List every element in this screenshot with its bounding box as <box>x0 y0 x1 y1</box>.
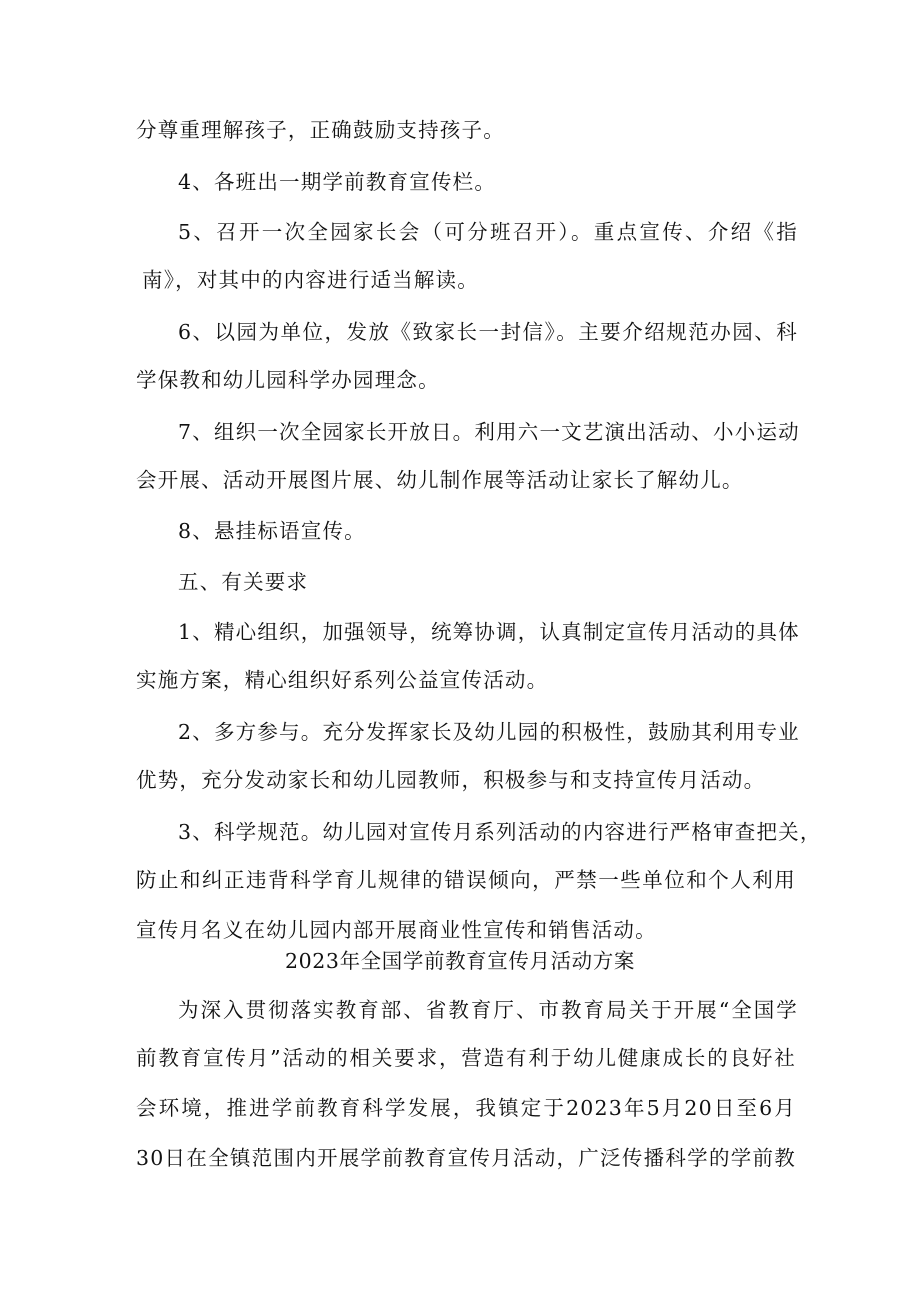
list-item-5-line-1: 5、召开一次全园家长会（可分班召开）。重点宣传、介绍《指 <box>178 220 798 244</box>
section-heading: 五、有关要求 <box>178 570 309 594</box>
list-item-6-line-1: 6、以园为单位，发放《致家长一封信》。主要介绍规范办园、科 <box>178 320 798 344</box>
list-item-8: 8、悬挂标语宣传。 <box>178 519 366 543</box>
paragraph-line: 分尊重理解孩子，正确鼓励支持孩子。 <box>136 118 505 142</box>
list-item-7-line-1: 7、组织一次全园家长开放日。利用六一文艺演出活动、小小运动 <box>178 420 800 444</box>
intro-line-2: 前教育宣传月”活动的相关要求，营造有利于幼儿健康成长的良好社 <box>136 1046 796 1070</box>
intro-line-4: 30日在全镇范围内开展学前教育宣传月活动，广泛传播科学的学前教 <box>136 1146 796 1170</box>
intro-line-3: 会环境，推进学前教育科学发展，我镇定于2023年5月20日至6月 <box>136 1096 796 1120</box>
list-item-4: 4、各班出一期学前教育宣传栏。 <box>178 170 497 194</box>
requirement-2-line-2: 优势，充分发动家长和幼儿园教师，积极参与和支持宣传月活动。 <box>136 768 766 792</box>
list-item-7-line-2: 会开展、活动开展图片展、幼儿制作展等活动让家长了解幼儿。 <box>136 468 744 492</box>
document-title: 2023年全国学前教育宣传月活动方案 <box>285 949 635 973</box>
requirement-3-line-1: 3、科学规范。幼儿园对宣传月系列活动的内容进行严格审查把关， <box>178 820 822 844</box>
requirement-1-line-1: 1、精心组织，加强领导，统筹协调，认真制定宣传月活动的具体 <box>178 620 800 644</box>
intro-line-1: 为深入贯彻落实教育部、省教育厅、市教育局关于开展“全国学 <box>178 998 798 1022</box>
requirement-3-line-2: 防止和纠正违背科学育儿规律的错误倾向，严禁一些单位和个人利用 <box>136 868 796 892</box>
list-item-6-line-2: 学保教和幼儿园科学办园理念。 <box>136 368 440 392</box>
requirement-3-line-3: 宣传月名义在幼儿园内部开展商业性宣传和销售活动。 <box>136 918 657 942</box>
list-item-5-line-2: 南》，对其中的内容进行适当解读。 <box>142 268 479 292</box>
requirement-2-line-1: 2、多方参与。充分发挥家长及幼儿园的积极性，鼓励其利用专业 <box>178 720 800 744</box>
requirement-1-line-2: 实施方案，精心组织好系列公益宣传活动。 <box>136 668 549 692</box>
